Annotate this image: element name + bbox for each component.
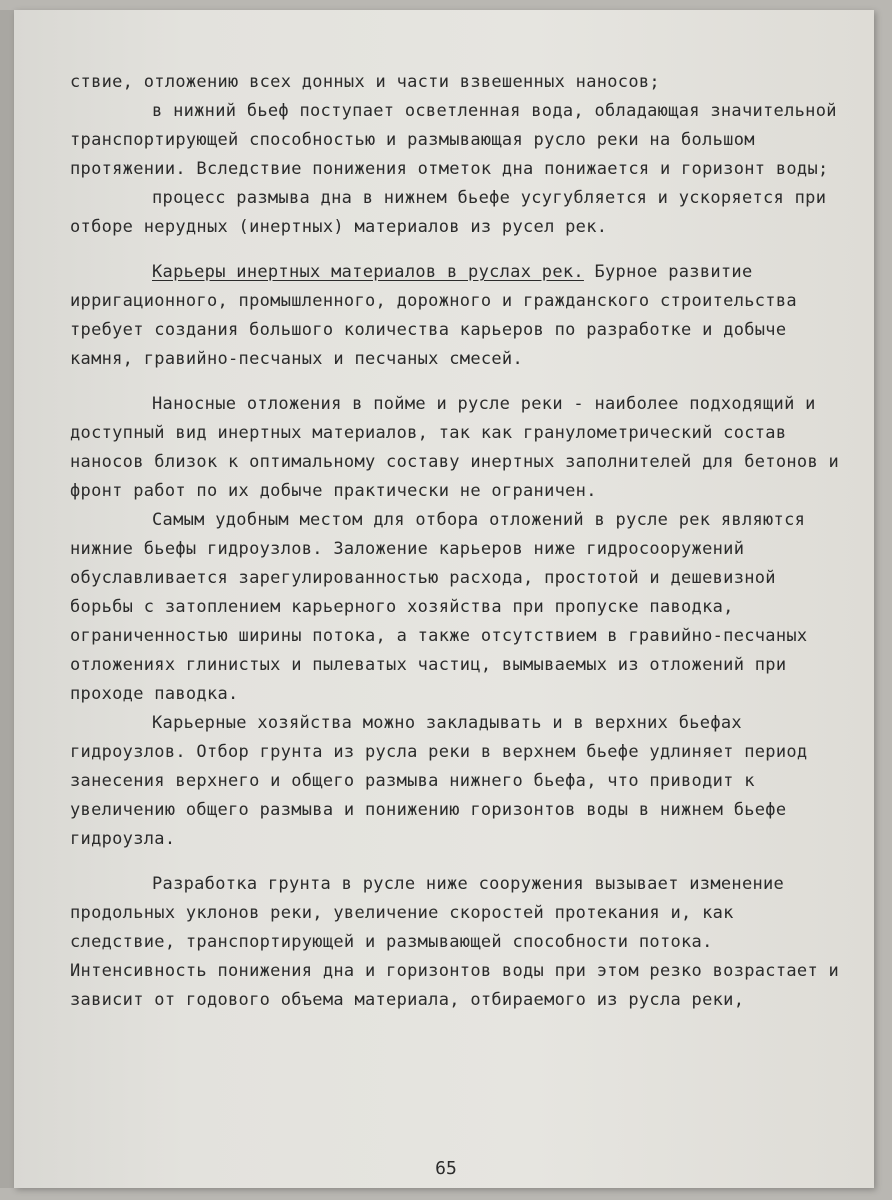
- book-binding-shadow: [0, 10, 14, 1188]
- paragraph-8: Разработка грунта в русле ниже сооружения вызывает изменение продольных уклонов реки, увеличение скоростей протекания и, как следствие, транспортирующей и размывающей способности потока. Интенсивность понижения дна и горизонтов воды при этом резко возрастает и зависит от годового объема материала, отбираемого из русла реки,: [70, 874, 840, 1010]
- section-heading: Карьеры инертных материалов в руслах рек.: [152, 262, 584, 282]
- paragraph-5: Наносные отложения в пойме и русле реки - наиболее подходящий и доступный вид инертных материалов, так как гранулометрический состав наносов близок к оптимальному составу инертных заполнителей для бетонов и фронт работ по их добыче практически не ограничен.: [70, 394, 840, 501]
- paragraph-6: Самым удобным местом для отбора отложений в русле рек являются нижние бьефы гидроузлов. Заложение карьеров ниже гидросооружений обуславливается зарегулированностью расхода, простотой и дешевизной борьбы с затоплением карьерного хозяйства при пропуске паводка, ограниченностью ширины потока, а также отсутствием в гравийно-песчаных отложениях глинистых и пылеватых частиц, вымываемых из отложений при проходе паводка.: [70, 510, 808, 704]
- paragraph-2: в нижний бьеф поступает осветленная вода, обладающая значительной транспортирующей способностью и размывающая русло реки на большом протяжении. Вследствие понижения отметок дна понижается и горизонт воды;: [70, 101, 837, 179]
- document-body: [70, 68, 840, 1015]
- paragraph-3: процесс размыва дна в нижнем бьефе усугубляется и ускоряется при отборе нерудных (инертных) материалов из русел рек.: [70, 188, 827, 237]
- section-paragraph: [70, 258, 840, 374]
- section-paragraph-text: Бурное развитие ирригационного, промышленного, дорожного и гражданского строительства требует создания большого количества карьеров по разработке и добыче камня, гравийно-песчаных и песчаных смесей.: [70, 262, 797, 369]
- paragraph-7: Карьерные хозяйства можно закладывать и в верхних бьефах гидроузлов. Отбор грунта из русла реки в верхнем бьефе удлиняет период занесения верхнего и общего размыва нижнего бьефа, что приводит к увеличению общего размыва и понижению горизонтов воды в нижнем бьефе гидроузла.: [70, 713, 808, 849]
- paragraph-1: ствие, отложению всех донных и части взвешенных наносов;: [70, 72, 660, 92]
- page-number: 65: [435, 1158, 457, 1179]
